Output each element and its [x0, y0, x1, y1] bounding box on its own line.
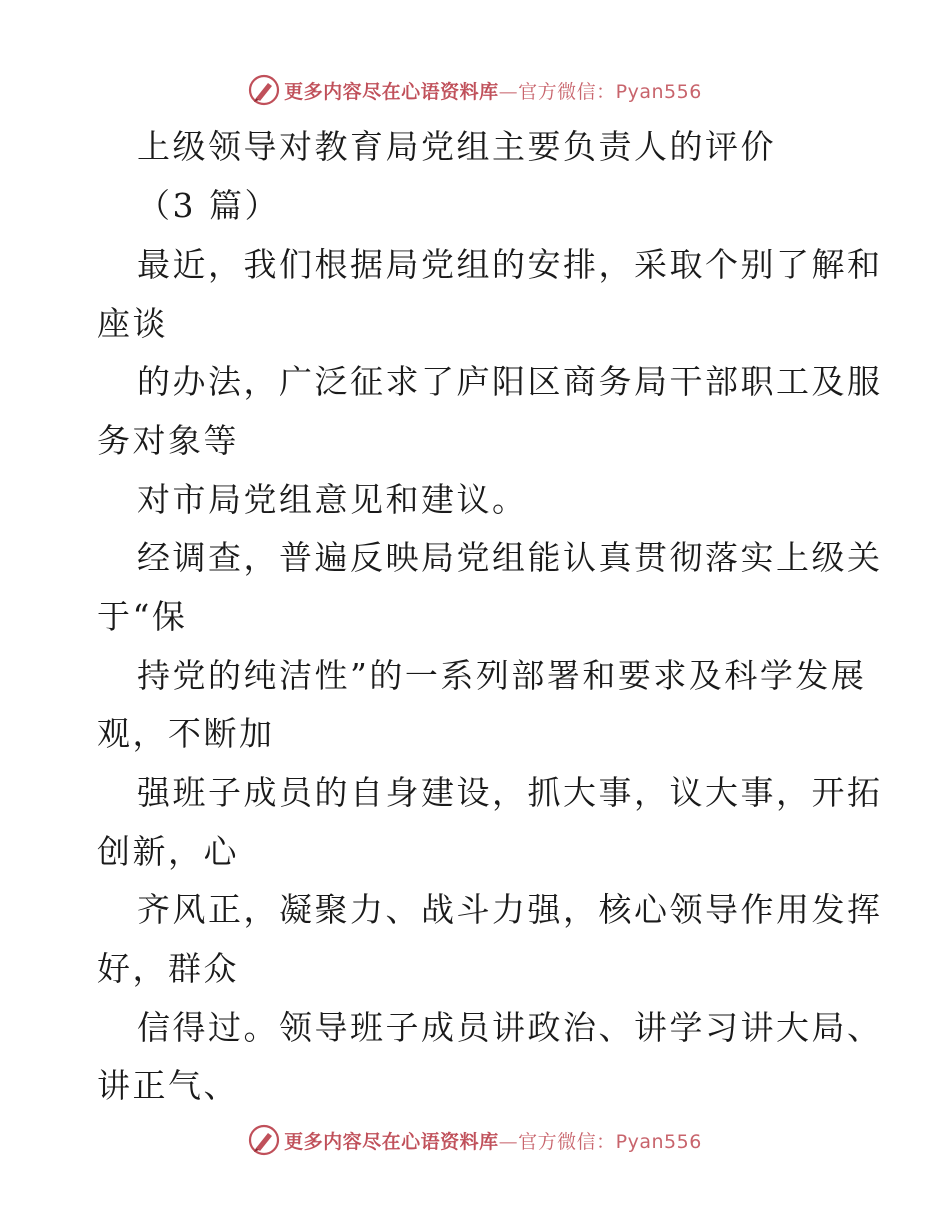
document-subtitle: （3 篇） [137, 186, 280, 225]
text-line: 务对象等 [97, 421, 239, 460]
text-line: 好，群众 [97, 949, 239, 988]
text-line: 于“保 [97, 597, 188, 636]
text-line: 创新，心 [97, 832, 239, 871]
text-line: 讲正气、 [97, 1066, 239, 1105]
watermark-contact: 官方微信：Pyan556 [518, 80, 702, 103]
watermark-separator: — [498, 1130, 519, 1153]
text-line: 对市局党组意见和建议。 [137, 480, 528, 519]
text-line: 持党的纯洁性”的一系列部署和要求及科学发展 [137, 656, 867, 695]
text-line: 强班子成员的自身建设，抓大事，议大事，开拓 [137, 773, 883, 812]
text-line: 座谈 [97, 304, 168, 343]
watermark-banner-bottom [0, 1120, 950, 1160]
text-line: 最近，我们根据局党组的安排，采取个别了解和 [137, 245, 883, 284]
watermark-separator: — [498, 80, 519, 103]
watermark-text [284, 1127, 702, 1154]
text-line: 经调查，普遍反映局党组能认真贯彻落实上级关 [137, 538, 883, 577]
watermark-brand: 更多内容尽在心语资料库 [284, 1130, 499, 1153]
watermark-contact: 官方微信：Pyan556 [518, 1130, 702, 1153]
text-line: 的办法，广泛征求了庐阳区商务局干部职工及服 [137, 362, 883, 401]
text-line: 观，不断加 [97, 714, 275, 753]
watermark-brand: 更多内容尽在心语资料库 [284, 80, 499, 103]
document-title: 上级领导对教育局党组主要负责人的评价 [137, 127, 776, 166]
text-line: 齐风正，凝聚力、战斗力强，核心领导作用发挥 [137, 890, 883, 929]
text-line: 信得过。领导班子成员讲政治、讲学习讲大局、 [137, 1008, 883, 1047]
pen-logo-icon [248, 1124, 280, 1156]
